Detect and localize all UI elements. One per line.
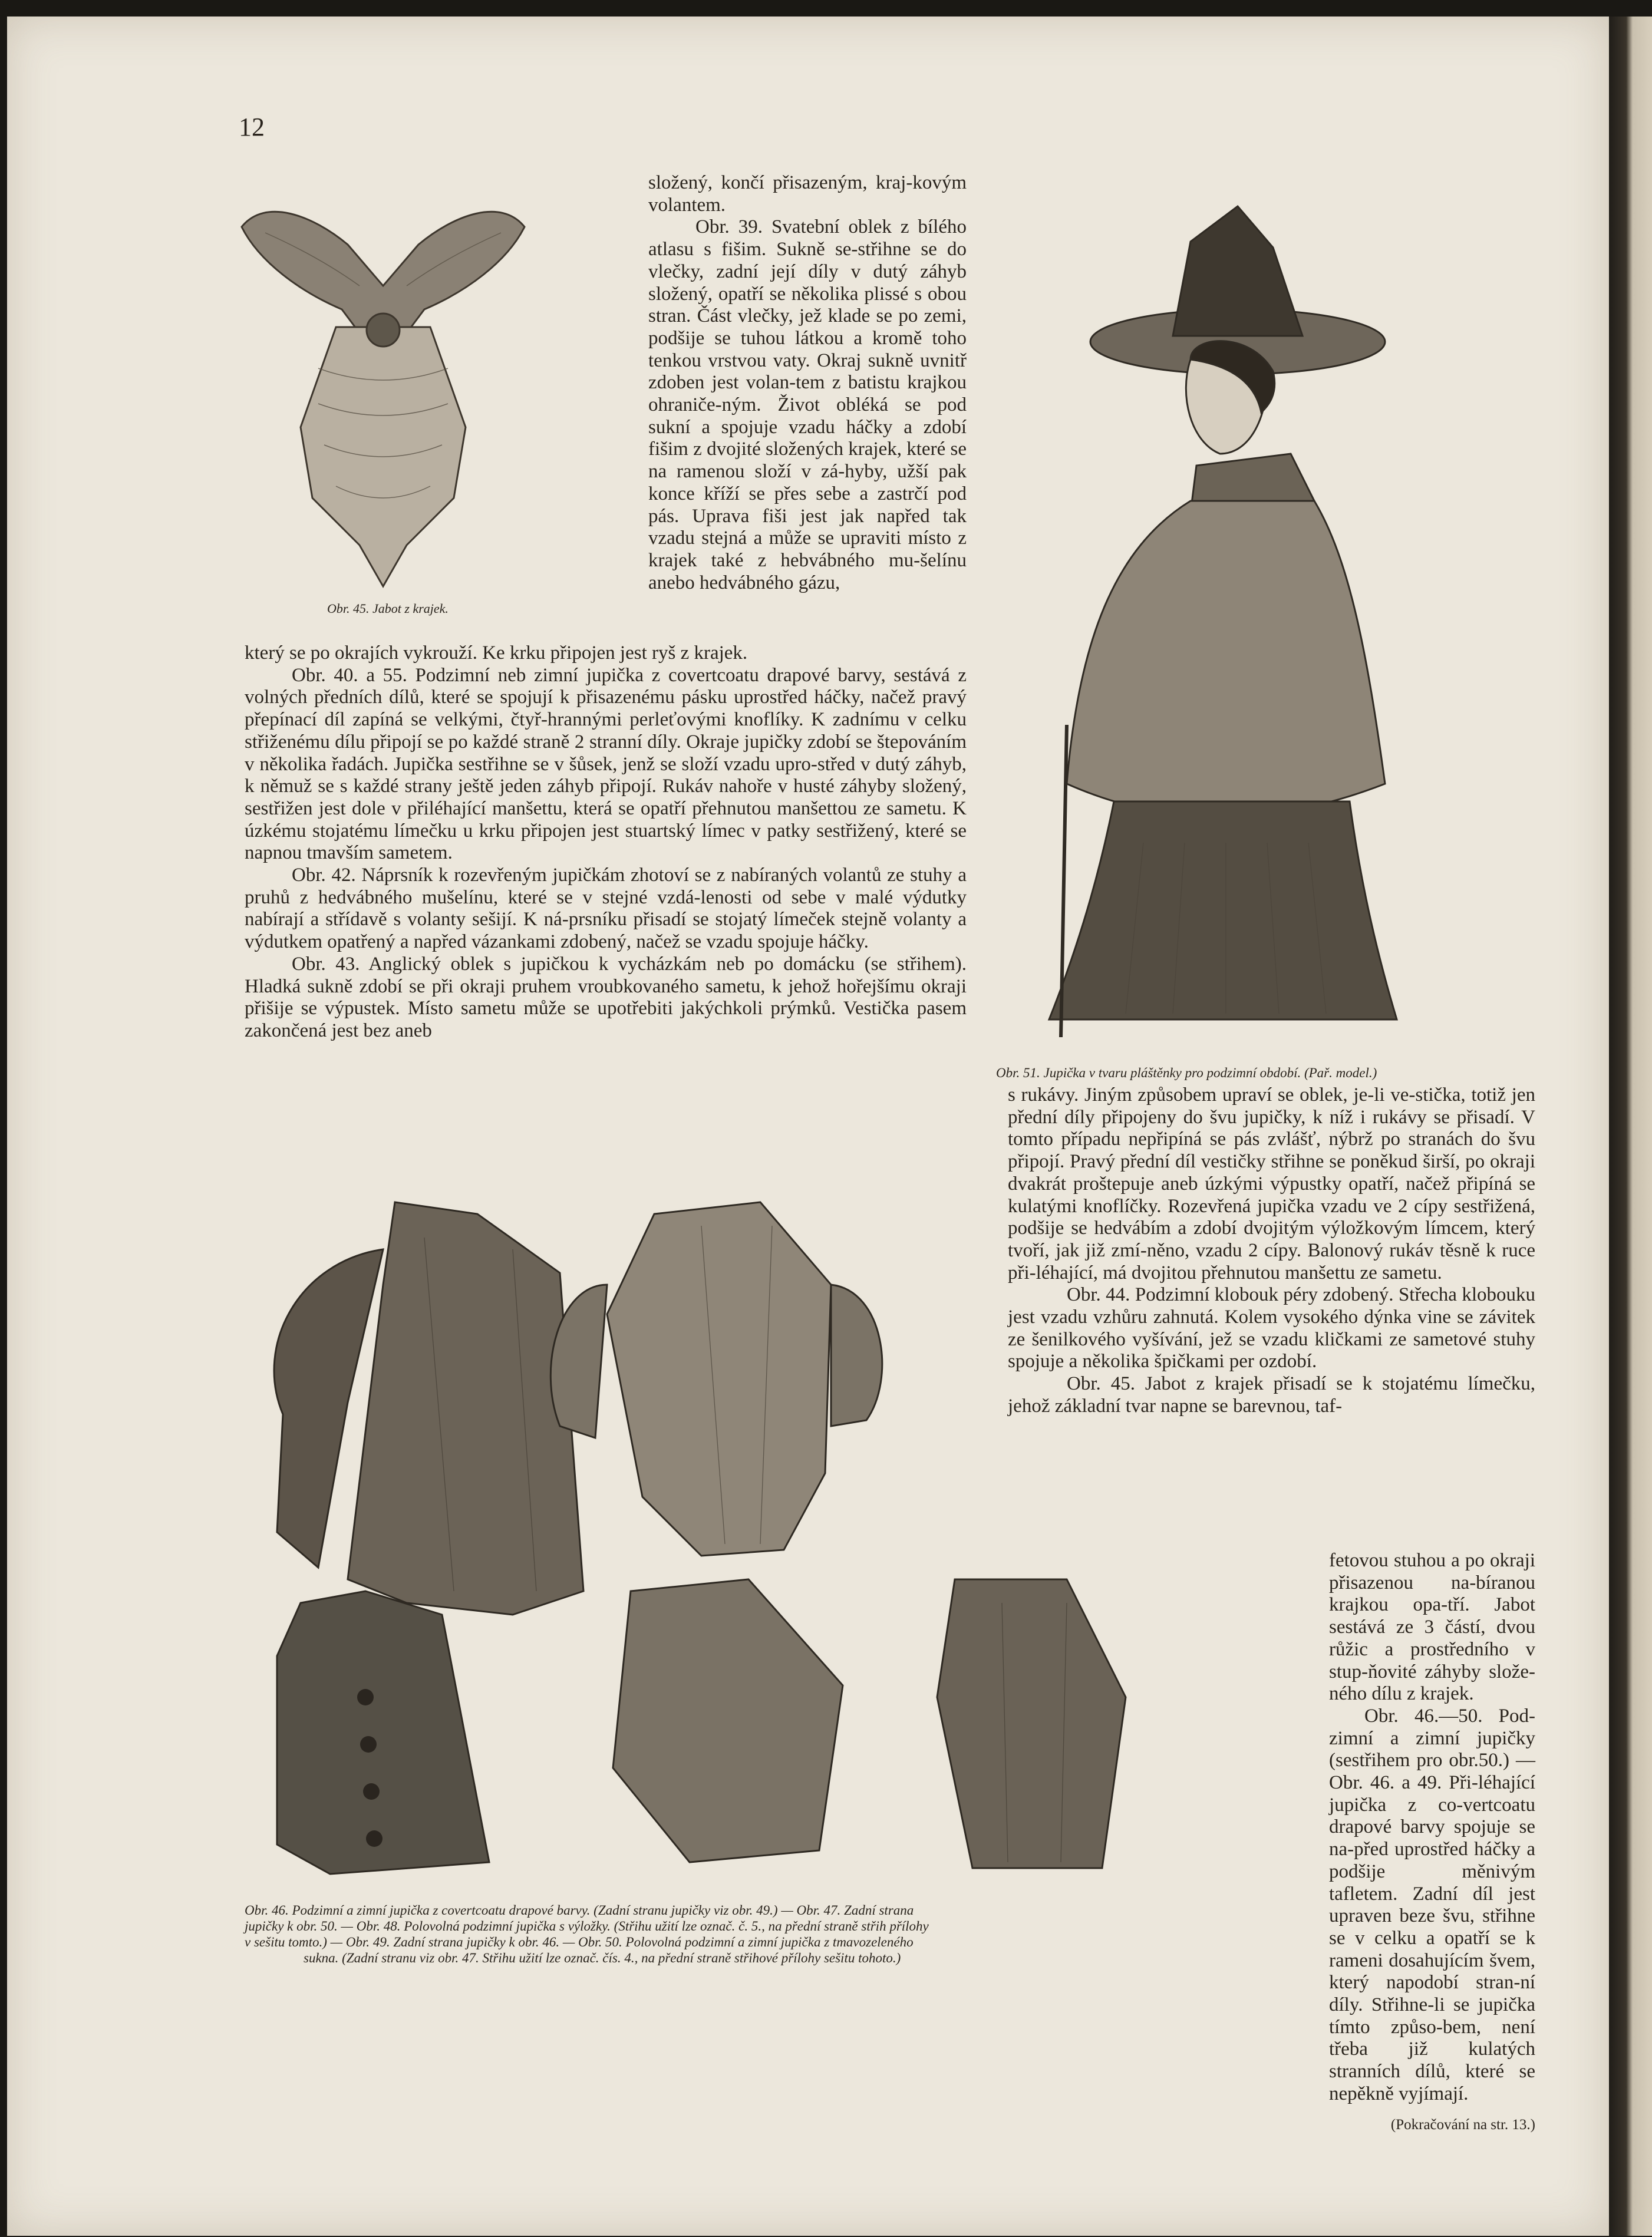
- caption-fig45: Obr. 45. Jabot z krajek.: [327, 601, 449, 616]
- paragraph: Obr. 45. Jabot z krajek přisadí se k stojatému límečku, jehož základní tvar napne se barevnou, taf-: [1008, 1373, 1535, 1417]
- text-column-right-narrow: [1329, 1550, 1535, 2136]
- caption-line: Obr. 46. Podzimní a zimní jupička z covertcoatu drapové barvy. (Zadní stranu jupičky viz obr. 49.) — Obr. 47. Zadní strana: [245, 1903, 914, 1918]
- jackets-illustration: [230, 1167, 1308, 1898]
- caption-line: v sešitu tomto.) — Obr. 49. Zadní strana jupičky k obr. 46. — Obr. 50. Polovolná podzimní a zimní jupička z tmavozeleného: [245, 1935, 914, 1949]
- binding-edge: [1609, 17, 1652, 2236]
- text-column-top: [648, 172, 967, 594]
- caption-fig51: Obr. 51. Jupička v tvaru pláštěnky pro podzimní období. (Pař. model.): [996, 1065, 1377, 1080]
- paragraph: Obr. 46.—50. Pod-zimní a zimní jupičky (sestřihem pro obr.50.) — Obr. 46. a 49. Při-léhající jupička z co-vertcoatu drapové barvy spojuje se na-před uprostřed háčky a podšije měnivým tafletem. Zadní díl jest upraven beze švu, střihne se v celku a opatří se k rameni dosahujícím švem, který napodobí stran-ní díly. Střihne-li se jupička tímto způso-bem, není třeba již kulatých stranních dílů, které se nepěkně vyjímají.: [1329, 1705, 1535, 2104]
- caption-line: sukna. (Zadní stranu viz obr. 47. Střihu užití lze označ. čís. 4., na přední straně střihové přílohy sešitu tohoto.): [304, 1951, 901, 1965]
- jabot-illustration: [230, 192, 536, 592]
- caption-line: jupičky k obr. 50. — Obr. 48. Polovolná podzimní jupička s výložky. (Střihu užití lze označ. č. 5., na přední straně střih přílohy: [245, 1919, 929, 1934]
- paragraph: Obr. 39. Svatební oblek z bílého atlasu s fišim. Sukně se-střihne se do vlečky, zadní její díly v dutý záhyb složený, opatří se několika plissé s obou stran. Část vlečky, jež klade se po zemi, podšije se tuhou látkou a kromě toho tenkou vrstvou vaty. Okraj sukně uvnitř zdoben jest volan-tem z batistu krajkou ohraniče-ným. Život obléká se pod sukní a spojuje vzadu háčky a zdobí fišim z dvojité složených krajek, které se na ramenou složí v zá-hyby, užší pak konce kříží se přes sebe a zastrčí pod pás. Uprava fiši jest jak napřed tak vzadu stejná a může se upraviti místo z krajek také z hebvábného mu-šelínu anebo hedvábného gázu,: [648, 216, 967, 593]
- page-number: 12: [239, 113, 265, 141]
- paragraph: Obr. 43. Anglický oblek s jupičkou k vycházkám neb po domácku (se střihem). Hladká sukně zdobí se při okraji pruhem vroubkovaného sametu, k jehož hořejšímu okraji přišije se výpustek. Místo sametu může se upotřebiti jakýchkoli prýmků. Vestička pasem zakončená jest bez aneb: [245, 953, 967, 1041]
- woman-cape-illustration: [996, 194, 1456, 1049]
- caption-fig46-50: [245, 1902, 1300, 1966]
- paragraph: Obr. 44. Podzimní klobouk péry zdobený. Střecha klobouku jest vzadu vzhůru zahnutá. Kolem vysokého dýnka vine se závitek ze šenilkového vyšívání, jež se vzadu kličkami ze sametové stuhy spojuje a několika špičkami per ozdobí.: [1008, 1284, 1535, 1372]
- paragraph: s rukávy. Jiným způsobem upraví se oblek, je-li ve-stička, totiž jen přední díly připojeny do švu jupičky, k níž i rukávy se přisadí. V tomto případu nepřipíná se pás zvlášť, nýbrž po stranách do švu připojí. Pravý přední díl vestičky střihne se poněkud širší, po okraji dvakrát proštepuje aneb úzkými výpustky opatří, načež připíná se kulatými knoflíčky. Rozevřená jupička vzadu ve 2 cípy sestřižená, podšije se hedvábím a zdobí dvojitým výložkovým límcem, který tvoří, jak již zmí-něno, vzadu 2 cípy. Balonový rukáv těsně k ruce při-léhající, má dvojitou přehnutou manšettu ze sametu.: [1008, 1084, 1535, 1284]
- text-column-left: [245, 642, 967, 1042]
- paragraph: Obr. 42. Náprsník k rozevřeným jupičkám zhotoví se z nabíraných volantů ze stuhy a pruhů z hedvábného mušelínu, které se v stejné vzdá-lenosti od sebe v malé výdutky nabírají a střídavě s volanty sešijí. K ná-prsníku přisadí se stojatý límeček stejně volanty a výdutkem opatřený a napřed vázankami zdobený, načež se vzadu spojuje háčky.: [245, 865, 967, 953]
- continuation-note: (Pokračování na str. 13.): [1390, 2116, 1535, 2133]
- paragraph: fetovou stuhou a po okraji přisazenou na-bíranou krajkou opa-tří. Jabot sestává ze 3 částí, dvou růžic a prostředního v stup-ňovité záhyby slože-ného dílu z krajek.: [1329, 1550, 1535, 1705]
- paragraph: který se po okrajích vykrouží. Ke krku připojen jest ryš z krajek.: [245, 642, 748, 664]
- paragraph: Obr. 40. a 55. Podzimní neb zimní jupička z covertcoatu drapové barvy, sestává z volných předních dílů, které se spojují k přisazenému pásku uprostřed háčky, načež pravý přepínací díl zapíná se velkými, čtyř-hrannými perleťovými knoflíky. K zadnímu v celku střiženému dílu připojí se po každé straně 2 stranní díly. Okraje jupičky zdobí se štepováním v několika řadách. Jupička sestřihne se v šůsek, jenž se složí vzadu upro-střed v dutý záhyb, k němuž se s každé strany ještě jeden záhyb připojí. Rukáv nahoře v husté záhyby složený, sestřižen jest dole v přiléhající manšettu, která se opatří přehnutou manšettou ze sametu. K úzkému stojatému límečku u krku připojen jest stuartský límec v patky sestřižený, které se napnou tmavším sametem.: [245, 664, 967, 864]
- paragraph: složený, končí přisazeným, kraj-kovým volantem.: [648, 172, 967, 216]
